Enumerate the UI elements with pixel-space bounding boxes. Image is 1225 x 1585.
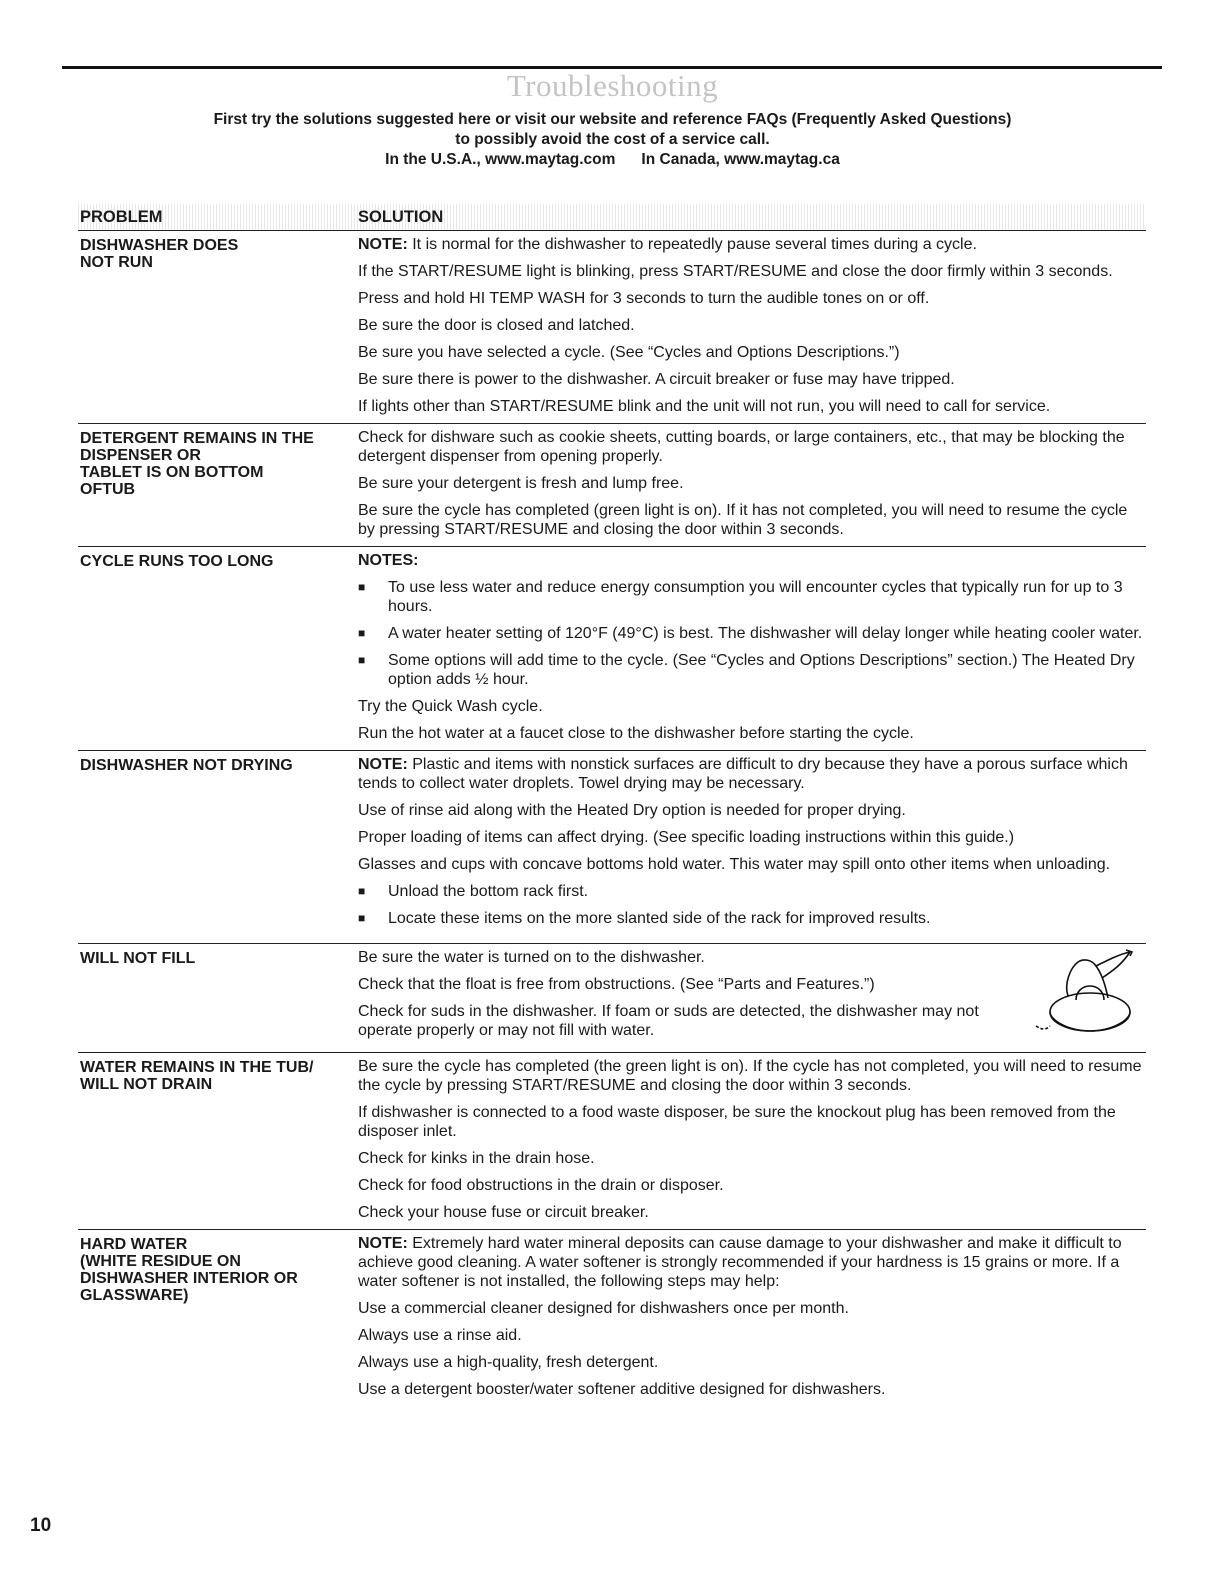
note-label: NOTE: <box>358 236 408 253</box>
solution-cell <box>358 1057 1146 1222</box>
problem-text: DISPENSER OR <box>80 447 201 464</box>
bullet-text: Some options will add time to the cycle. (See “Cycles and Options Descriptions” section.) The Heated Dry option adds ½ hour. <box>388 652 1135 688</box>
table-row <box>78 944 1146 1053</box>
problem-cell <box>78 551 358 743</box>
solution-item: If the START/RESUME light is blinking, press START/RESUME and close the door firmly within 3 seconds. <box>358 263 1113 280</box>
intro-usa-link[interactable]: In the U.S.A., www.maytag.com <box>385 151 616 168</box>
problem-text: GLASSWARE) <box>80 1287 189 1304</box>
intro-line-3 <box>0 150 1225 170</box>
notes-label: NOTES: <box>358 552 419 569</box>
bullet-item <box>358 909 1146 928</box>
bullet-square-icon: ■ <box>358 884 366 898</box>
solution-item: Check for food obstructions in the drain or disposer. <box>358 1177 724 1194</box>
problem-text: OFTUB <box>80 481 136 498</box>
solution-cell <box>358 551 1146 743</box>
table-row <box>78 1230 1146 1406</box>
problem-text: WATER REMAINS IN THE TUB/ <box>80 1059 314 1076</box>
page-title: Troubleshooting <box>506 68 719 103</box>
solution-item: Try the Quick Wash cycle. <box>358 698 543 715</box>
problem-text: TABLET IS ON BOTTOM <box>80 464 264 481</box>
problem-cell <box>78 1057 358 1222</box>
solution-item: Use a commercial cleaner designed for dishwashers once per month. <box>358 1300 849 1317</box>
problem-text: DISHWASHER INTERIOR OR <box>80 1270 298 1287</box>
solution-item: Be sure your detergent is fresh and lump free. <box>358 475 684 492</box>
note-text: It is normal for the dishwasher to repeatedly pause several times during a cycle. <box>407 236 977 253</box>
table-row <box>78 231 1146 424</box>
solution-cell <box>358 1234 1146 1399</box>
problem-text: HARD WATER <box>80 1236 188 1253</box>
bullet-square-icon: ■ <box>358 580 366 594</box>
solution-item: Be sure the door is closed and latched. <box>358 317 635 334</box>
solution-item: Press and hold HI TEMP WASH for 3 seconds to turn the audible tones on or off. <box>358 290 930 307</box>
solution-item: Be sure the cycle has completed (green light is on). If it has not completed, you will need to resume the cycle by pressing START/RESUME and closing the door within 3 seconds. <box>358 502 1128 538</box>
problem-cell <box>78 235 358 416</box>
solution-item: Check that the float is free from obstructions. (See “Parts and Features.”) <box>358 976 875 993</box>
intro-text <box>0 110 1225 170</box>
solution-cell <box>358 948 1146 1045</box>
solution-item: Proper loading of items can affect drying. (See specific loading instructions within this guide.) <box>358 829 1015 846</box>
bullet-item <box>358 578 1146 616</box>
problem-text: WILL NOT FILL <box>80 950 196 967</box>
problem-text: DETERGENT REMAINS IN THE <box>80 430 314 447</box>
solution-item: If lights other than START/RESUME blink and the unit will not run, you will need to call for service. <box>358 398 1051 415</box>
problem-text: WILL NOT DRAIN <box>80 1076 213 1093</box>
problem-cell <box>78 755 358 936</box>
solution-item: Be sure there is power to the dishwasher. A circuit breaker or fuse may have tripped. <box>358 371 955 388</box>
solution-item: Check for suds in the dishwasher. If foam or suds are detected, the dishwasher may not operate properly or may not fill with water. <box>358 1003 979 1039</box>
note-text: Plastic and items with nonstick surfaces are difficult to dry because they have a porous surface which tends to collect water droplets. Towel drying may be necessary. <box>358 756 1128 792</box>
table-header <box>78 204 1146 231</box>
bullet-text: To use less water and reduce energy consumption you will encounter cycles that typically run for up to 3 hours. <box>388 579 1123 615</box>
note-label: NOTE: <box>358 1235 408 1252</box>
solution-cell <box>358 428 1146 539</box>
table-row <box>78 1053 1146 1230</box>
solution-item: Use of rinse aid along with the Heated Dry option is needed for proper drying. <box>358 802 906 819</box>
bullet-square-icon: ■ <box>358 626 366 640</box>
solution-item: Be sure you have selected a cycle. (See “Cycles and Options Descriptions.”) <box>358 344 900 361</box>
float-icon <box>1016 948 1146 1040</box>
intro-line-1: First try the solutions suggested here or visit our website and reference FAQs (Frequently Asked Questions) <box>213 111 1012 128</box>
troubleshooting-table <box>78 204 1146 1406</box>
page-number: 10 <box>30 1515 52 1536</box>
note <box>358 235 1146 254</box>
problem-cell <box>78 428 358 539</box>
bullet-text: Unload the bottom rack first. <box>388 883 589 900</box>
table-row <box>78 547 1146 751</box>
problem-text: DISHWASHER DOES <box>80 237 239 254</box>
solution-item: If dishwasher is connected to a food waste disposer, be sure the knockout plug has been removed from the disposer inlet. <box>358 1104 1116 1140</box>
header-solution: SOLUTION <box>358 207 444 226</box>
solution-item: Check for kinks in the drain hose. <box>358 1150 595 1167</box>
solution-item: Use a detergent booster/water softener additive designed for dishwashers. <box>358 1381 886 1398</box>
solution-cell <box>358 755 1146 936</box>
problem-text: DISHWASHER NOT DRYING <box>80 757 293 774</box>
problem-text: NOT RUN <box>80 254 153 271</box>
bullet-square-icon: ■ <box>358 911 366 925</box>
intro-canada-link[interactable]: In Canada, www.maytag.ca <box>641 151 840 168</box>
note <box>358 1234 1146 1291</box>
table-row <box>78 751 1146 944</box>
problem-cell <box>78 948 358 1045</box>
problem-text: (WHITE RESIDUE ON <box>80 1253 241 1270</box>
solution-item: Be sure the cycle has completed (the green light is on). If the cycle has not completed, you will need to resume the cycle by pressing START/RESUME and closing the door within 3 seconds. <box>358 1058 1142 1094</box>
bullet-item <box>358 882 1146 901</box>
problem-text: CYCLE RUNS TOO LONG <box>80 553 274 570</box>
float-illustration <box>1016 948 1146 1045</box>
intro-line-2: to possibly avoid the cost of a service call. <box>455 131 770 148</box>
solution-item: Be sure the water is turned on to the dishwasher. <box>358 949 705 966</box>
solution-item: Glasses and cups with concave bottoms hold water. This water may spill onto other items when unloading. <box>358 856 1111 873</box>
solution-item: Check for dishware such as cookie sheets, cutting boards, or large containers, etc., that may be blocking the detergent dispenser from opening properly. <box>358 429 1125 465</box>
table-row <box>78 424 1146 547</box>
note-label: NOTE: <box>358 756 408 773</box>
solution-cell <box>358 235 1146 416</box>
bullet-text: A water heater setting of 120°F (49°C) is best. The dishwasher will delay longer while heating cooler water. <box>388 625 1143 642</box>
bullet-text: Locate these items on the more slanted side of the rack for improved results. <box>388 910 931 927</box>
solution-item: Always use a high-quality, fresh detergent. <box>358 1354 659 1371</box>
solution-item: Run the hot water at a faucet close to the dishwasher before starting the cycle. <box>358 725 914 742</box>
note <box>358 755 1146 793</box>
note-text: Extremely hard water mineral deposits can cause damage to your dishwasher and make it difficult to achieve good cleaning. A water softener is strongly recommended if your hardness is 15 grains or more. If a water softener is not installed, the following steps may help: <box>358 1235 1122 1290</box>
bullet-item <box>358 651 1146 689</box>
solution-item: Always use a rinse aid. <box>358 1327 522 1344</box>
bullet-item <box>358 624 1146 643</box>
problem-cell <box>78 1234 358 1399</box>
solution-item: Check your house fuse or circuit breaker. <box>358 1204 649 1221</box>
header-problem: PROBLEM <box>80 207 163 226</box>
bullet-square-icon: ■ <box>358 653 366 667</box>
